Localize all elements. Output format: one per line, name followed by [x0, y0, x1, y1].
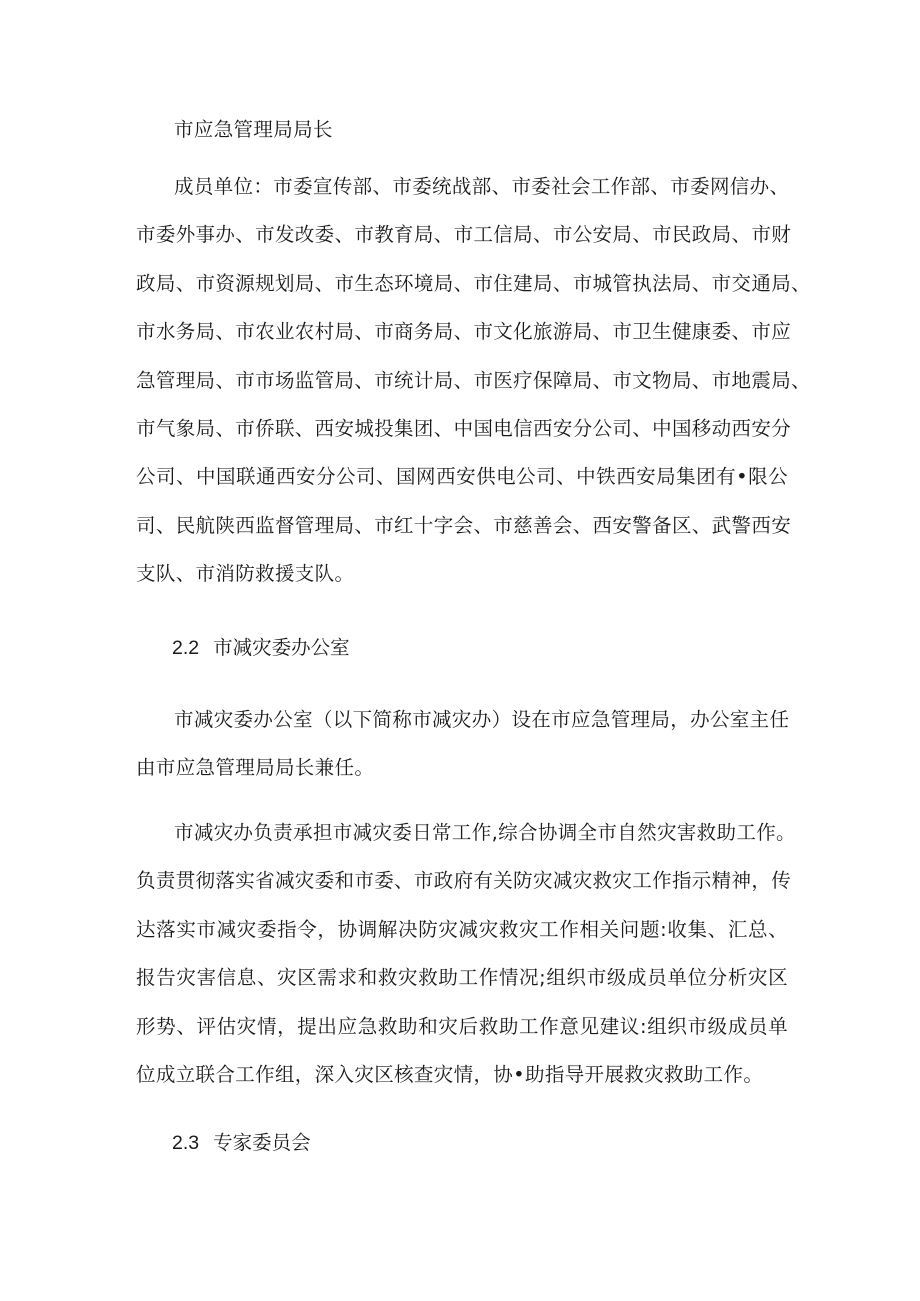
paragraph-line: 市水务局、市农业农村局、市商务局、市文化旅游局、市卫生健康委、市应	[136, 320, 792, 344]
paragraph-line: 由市应急管理局局长兼任。	[136, 756, 375, 780]
section-title: 专家委员会	[213, 1131, 311, 1154]
paragraph-line: 公司、中国联通西安分公司、国网西安供电公司、中铁西安局集团有•限公	[136, 465, 788, 489]
paragraph-line: 市委外事办、市发改委、市教育局、市工信局、市公安局、市民政局、市财	[136, 223, 792, 247]
section-heading-2-3	[172, 1128, 311, 1158]
section-number: 2.3	[172, 1132, 200, 1154]
paragraph-line: 报告灾害信息、灾区需求和救灾救助工作情况;组织市级成员单位分析灾区	[136, 966, 788, 990]
paragraph-line: 市减灾委办公室（以下简称市减灾办）设在市应急管理局，办公室主任	[174, 708, 790, 731]
intro-paragraph	[136, 106, 788, 154]
members-paragraph	[136, 163, 811, 599]
intro-line: 市应急管理局局长	[174, 118, 333, 141]
paragraph-line: 急管理局、市市场监管局、市统计局、市医疗保障局、市文物局、市地震局、	[136, 368, 811, 392]
paragraph-line: 政局、市资源规划局、市生态环境局、市住建局、市城管执法局、市交通局、	[136, 271, 811, 295]
office-paragraph	[136, 696, 788, 793]
paragraph-line: 支队、市消防救援支队。	[136, 562, 355, 586]
paragraph-line: 达落实市减灾委指令，协调解决防灾减灾救灾工作相关问题:收集、汇总、	[136, 917, 788, 941]
paragraph-line: 形势、评估灾情，提出应急救助和灾后救助工作意见建议:组织市级成员单	[136, 1014, 788, 1038]
paragraph-line: 市减灾办负责承担市减灾委日常工作,综合协调全市自然灾害救助工作。	[174, 821, 796, 844]
duties-paragraph	[136, 809, 796, 1099]
section-number: 2.2	[172, 637, 200, 659]
paragraph-line: 成员单位：市委宣传部、市委统战部、市委社会工作部、市委网信办、	[174, 175, 790, 198]
section-heading-2-2	[172, 633, 350, 663]
paragraph-line: 负责贯彻落实省减灾委和市委、市政府有关防灾减灾救灾工作指示精神，传	[136, 869, 792, 893]
paragraph-line: 位成立联合工作组，深入灾区核查灾情，协•助指导开展救灾救助工作。	[136, 1062, 764, 1086]
paragraph-line: 市气象局、市侨联、西安城投集团、中国电信西安分公司、中国移动西安分	[136, 416, 792, 440]
paragraph-line: 司、民航陕西监督管理局、市红十字会、市慈善会、西安警备区、武警西安	[136, 513, 792, 537]
section-title: 市减灾委办公室	[213, 636, 350, 659]
